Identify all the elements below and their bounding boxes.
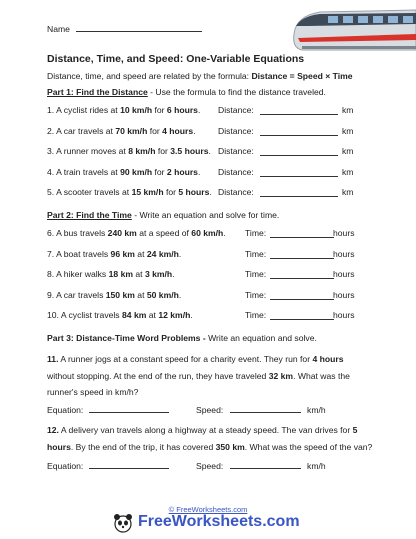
q12-text: A delivery van travels along a highway at a steady speed. The van drives for	[58, 425, 353, 435]
answer-field[interactable]	[270, 290, 334, 300]
question-value: 84 km	[122, 310, 147, 320]
answer-label: Distance:	[218, 187, 254, 197]
question-text: 7. A boat travels	[47, 248, 111, 259]
question-text: 2. A car travels at	[47, 125, 116, 136]
question-value: 15 km/h	[131, 187, 164, 197]
q11-speed-field[interactable]	[230, 403, 301, 413]
question-11	[47, 351, 350, 401]
answer-unit: hours	[333, 228, 355, 238]
part3-instruction: Write an equation and solve.	[205, 333, 317, 343]
q11-equation-row	[47, 403, 169, 415]
answer-unit: km	[342, 125, 354, 136]
page-title: Distance, Time, and Speed: One-Variable Equations	[47, 53, 305, 65]
part1-title: Part 1: Find the Distance	[47, 87, 148, 97]
name-label: Name	[47, 24, 70, 34]
question-text: for	[152, 166, 167, 177]
q12-number: 12.	[47, 425, 59, 435]
part1-instruction: - Use the formula to find the distance traveled.	[147, 87, 326, 97]
q12-equation-row	[47, 459, 169, 471]
question-part1-5	[47, 187, 212, 197]
question-text: .	[208, 146, 211, 156]
question-text: for	[152, 105, 167, 115]
question-part2-5	[47, 310, 193, 320]
answer-unit: km	[342, 105, 354, 115]
brand-logo-text: FreeWorksheets.com	[138, 513, 300, 530]
q12-text2: . By the end of the trip, it has covered	[70, 441, 216, 452]
question-value: 3 km/h	[144, 269, 173, 279]
question-text: for	[155, 146, 171, 156]
q11-text2: without stopping. At the end of the run, they have traveled	[47, 370, 269, 381]
question-value: 6 hours	[166, 105, 198, 115]
name-row	[47, 22, 202, 34]
question-part1-2	[47, 126, 196, 136]
q11-speed-row	[196, 403, 326, 415]
part3-heading	[47, 333, 317, 343]
answer-field[interactable]	[260, 126, 338, 136]
speed-unit: km/h	[307, 461, 326, 471]
speed-label: Speed:	[196, 461, 224, 471]
answer-label: Time:	[245, 248, 267, 259]
question-part1-4	[47, 167, 200, 177]
q12-text3: . What was the speed of the van?	[244, 441, 373, 452]
answer-field[interactable]	[260, 146, 338, 156]
question-value: 24 km/h	[146, 248, 179, 259]
q11-text3: . What was the	[293, 370, 350, 381]
answer-label: Distance:	[218, 146, 254, 156]
question-text: .	[178, 248, 182, 259]
equation-label: Equation:	[47, 461, 84, 471]
q11-text: A runner jogs at a constant speed for a charity event. They run for	[58, 354, 313, 364]
part3-title: Part 3: Distance-Time Word Problems -	[47, 333, 206, 343]
answer-field[interactable]	[260, 105, 338, 115]
question-value: 2 hours	[166, 166, 198, 177]
question-value: 90 km/h	[120, 166, 153, 177]
answer-unit: km	[342, 166, 354, 177]
question-text: at	[134, 289, 147, 300]
answer-label: Time:	[245, 228, 267, 238]
q11-equation-field[interactable]	[89, 403, 169, 413]
question-text: 9. A car travels	[47, 289, 106, 300]
q11-text4: runner's speed in km/h?	[47, 387, 139, 397]
question-value: 18 km	[108, 269, 133, 279]
question-text: 10. A cyclist travels	[47, 310, 122, 320]
question-text: .	[197, 166, 201, 177]
question-text: .	[190, 310, 193, 320]
answer-label: Distance:	[218, 166, 254, 177]
question-value: 60 km/h	[191, 228, 224, 238]
speed-unit: km/h	[307, 405, 326, 415]
question-value: 50 km/h	[146, 289, 179, 300]
answer-label: Distance:	[218, 105, 254, 115]
question-text: at	[134, 248, 147, 259]
answer-unit: hours	[333, 289, 355, 300]
question-part2-4	[47, 290, 181, 300]
question-text: .	[223, 228, 226, 238]
answer-unit: km	[342, 146, 354, 156]
q11-hours: 4 hours	[312, 354, 344, 364]
question-text: 4. A train travels at	[47, 166, 121, 177]
q12-speed-field[interactable]	[230, 459, 301, 469]
part2-instruction: - Write an equation and solve for time.	[131, 210, 280, 220]
q12-speed-row	[196, 459, 326, 471]
answer-field[interactable]	[270, 310, 334, 320]
question-text: .	[193, 125, 196, 136]
question-part2-1	[47, 228, 226, 238]
question-text: 5. A scooter travels at	[47, 187, 132, 197]
q12-hours-word: hours	[47, 441, 71, 452]
question-value: 3.5 hours	[170, 146, 209, 156]
q12-hours: 5	[352, 425, 358, 435]
question-part1-3	[47, 146, 211, 156]
answer-field[interactable]	[260, 167, 338, 177]
formula: Distance = Speed × Time	[251, 71, 353, 81]
question-text: .	[209, 187, 212, 197]
question-value: 4 hours	[162, 125, 194, 136]
q11-distance: 32 km	[268, 370, 294, 381]
answer-field[interactable]	[270, 249, 334, 259]
name-field[interactable]	[76, 22, 202, 32]
question-value: 5 hours	[178, 187, 210, 197]
answer-label: Time:	[245, 310, 267, 320]
answer-label: Time:	[245, 269, 267, 279]
question-value: 12 km/h	[158, 310, 191, 320]
answer-unit: hours	[333, 269, 355, 279]
question-text: at	[146, 310, 159, 320]
part2-title: Part 2: Find the Time	[47, 210, 132, 220]
question-text: 3. A runner moves at	[47, 146, 129, 156]
question-text: .	[178, 289, 182, 300]
q12-distance: 350 km	[215, 441, 245, 452]
question-text: for	[147, 125, 163, 136]
answer-unit: hours	[333, 248, 355, 259]
question-text: .	[172, 269, 175, 279]
answer-unit: hours	[333, 310, 355, 320]
answer-label: Time:	[245, 289, 267, 300]
question-value: 8 km/h	[128, 146, 156, 156]
q12-equation-field[interactable]	[89, 459, 169, 469]
question-text: 1. A cyclist rides at	[47, 105, 121, 115]
panda-logo-icon	[113, 513, 133, 533]
question-text: at a speed of	[136, 228, 192, 238]
question-part1-1	[47, 105, 200, 115]
q11-number: 11.	[47, 354, 59, 364]
intro-sentence: Distance, time, and speed are related by the formula:	[47, 71, 250, 81]
question-value: 10 km/h	[120, 105, 153, 115]
answer-label: Distance:	[218, 125, 254, 136]
answer-field[interactable]	[260, 187, 338, 197]
question-part2-2	[47, 249, 181, 259]
question-value: 70 km/h	[115, 125, 148, 136]
question-part2-3	[47, 269, 175, 279]
equation-label: Equation:	[47, 405, 84, 415]
copyright-link[interactable]: © FreeWorksheets.com	[168, 505, 248, 514]
question-text: at	[133, 269, 145, 279]
part2-heading	[47, 210, 279, 220]
question-value: 150 km	[105, 289, 135, 300]
question-value: 96 km	[110, 248, 135, 259]
intro-text	[47, 71, 353, 81]
answer-unit: km	[342, 187, 354, 197]
part1-heading	[47, 87, 326, 97]
question-text: 8. A hiker walks	[47, 269, 109, 279]
question-text: .	[197, 105, 201, 115]
train-illustration	[288, 4, 416, 54]
question-12	[47, 422, 372, 455]
answer-field[interactable]	[270, 269, 334, 279]
question-value: 240 km	[107, 228, 137, 238]
question-text: 6. A bus travels	[47, 228, 108, 238]
speed-label: Speed:	[196, 405, 224, 415]
question-text: for	[163, 187, 179, 197]
answer-field[interactable]	[270, 228, 334, 238]
